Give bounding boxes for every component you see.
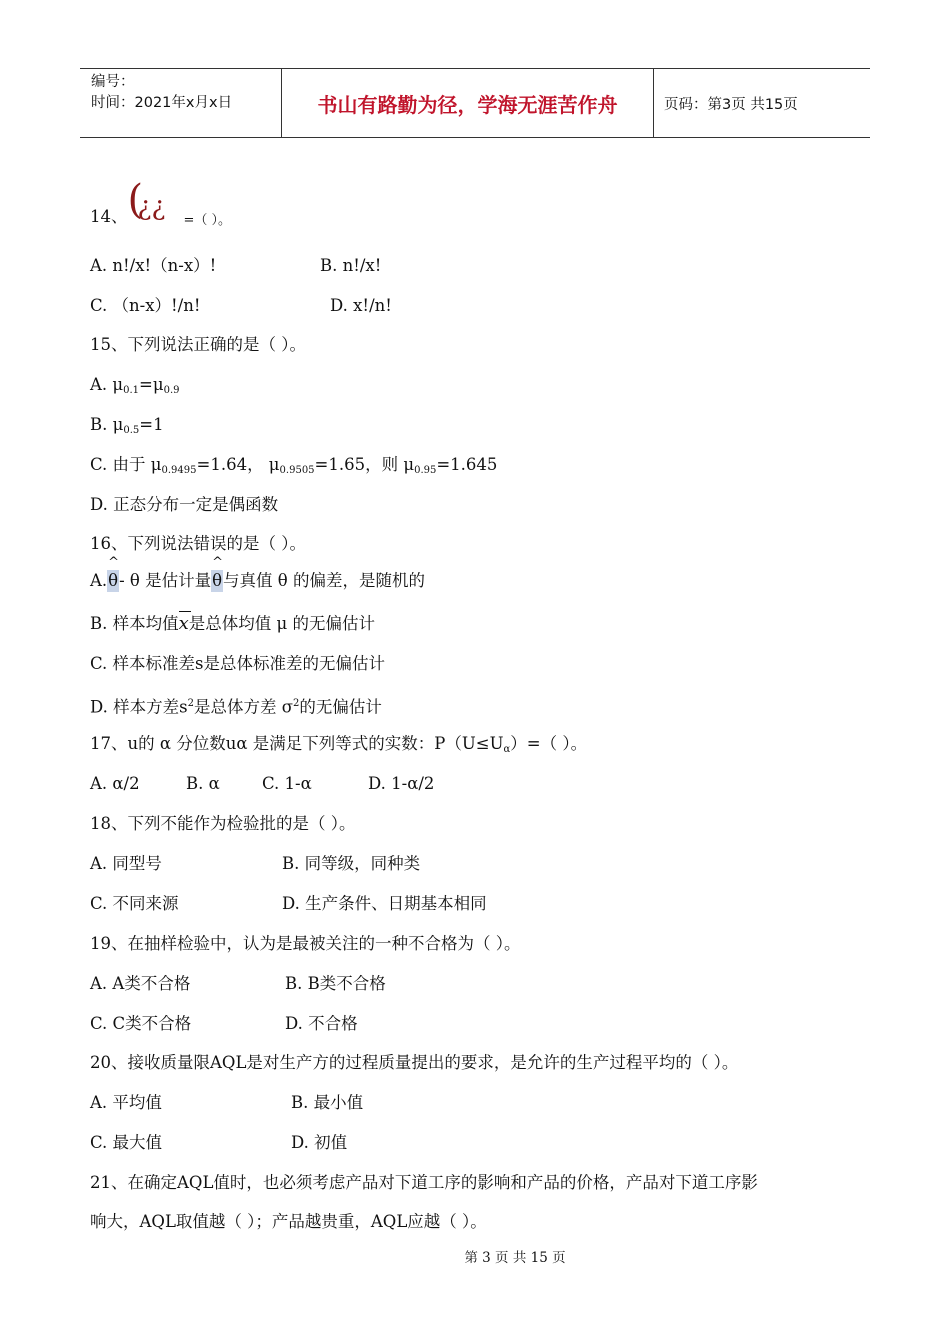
question-20-option-a: A. 平均值 (90, 1093, 162, 1112)
question-17-stem: 17、u的 α 分位数uα 是满足下列等式的实数：$P(U\le U_\alpha)=$（ ）。 (90, 734, 588, 755)
question-14-option-c: C. （n-x）!/n! (90, 296, 201, 315)
question-16-stem: 16、下列说法错误的是（ ）。 (90, 534, 306, 553)
question-14-option-b: B. n!/x! (320, 256, 382, 275)
theta-hat-symbol: ^ θ (108, 555, 120, 590)
header-motto: 书山有路勤为径，学海无涯苦作舟 (282, 69, 654, 137)
question-20-option-b: B. 最小值 (291, 1093, 364, 1112)
question-19-option-a: A. A类不合格 (90, 974, 191, 993)
x-bar-symbol: x (178, 613, 189, 634)
question-15-stem: 15、下列说法正确的是（ ）。 (90, 335, 306, 354)
q14-formula: ( ¿¿ =（ ）。 (127, 177, 232, 228)
question-17-option-c: C. 1-α (262, 774, 312, 793)
page-footer: 第 3 页 共 15 页 (464, 1250, 566, 1266)
question-16-option-a: A. ^ θ- θ 是估计量 ^ θ与真值 θ 的偏差，是随机的 (90, 555, 425, 590)
question-17-option-a: A. α/2 (90, 774, 140, 793)
question-15-option-a: A. $\mu_{0.1}=\mu_{0.9}$ (90, 375, 180, 396)
question-14-option-a: A. n!/x!（n-x）! (90, 256, 217, 275)
question-14-option-d: D. x!/n! (330, 296, 392, 315)
question-20-option-c: C. 最大值 (90, 1133, 163, 1152)
question-17-option-d: D. 1-α/2 (368, 774, 435, 793)
question-14-stem: 14、 ( ¿¿ =（ ）。 (90, 177, 232, 228)
question-19-option-b: B. B类不合格 (285, 974, 386, 993)
theta-hat-symbol: ^ θ (212, 555, 224, 590)
question-15-option-c: C. 由于 $\mu_{0.9495}=1.64$， $\mu_{0.9505}=1.65$，则 $\mu_{0.95}=1.645$ (90, 455, 498, 476)
question-15-option-b: B. $\mu_{0.5}=1$ (90, 415, 164, 436)
question-21-stem-line-1: 21、在确定AQL值时，也必须考虑产品对下道工序的影响和产品的价格，产品对下道工序影 (90, 1173, 758, 1192)
question-19-option-d: D. 不合格 (285, 1014, 358, 1033)
page-header (80, 68, 870, 138)
question-19-option-c: C. C类不合格 (90, 1014, 192, 1033)
question-18-stem: 18、下列不能作为检验批的是（ ）。 (90, 814, 356, 833)
question-17-option-b: B. α (186, 774, 220, 793)
question-18-option-d: D. 生产条件、日期基本相同 (282, 894, 487, 913)
question-18-option-a: A. 同型号 (90, 854, 162, 873)
question-20-option-d: D. 初值 (291, 1133, 348, 1152)
question-16-option-d: D. 样本方差$s^2$是总体方差 $\sigma^2$的无偏估计 (90, 697, 382, 717)
question-16-option-b: B. 样本均值 x是总体均值 μ 的无偏估计 (90, 613, 375, 634)
header-left-cell (80, 69, 282, 137)
question-20-stem: 20、接收质量限AQL是对生产方的过程质量提出的要求，是允许的生产过程平均的（ ）。 (90, 1053, 739, 1072)
question-18-option-b: B. 同等级，同种类 (282, 854, 421, 873)
document-date: 时间：2021年x月x日 (91, 95, 233, 111)
question-21-stem-line-2: 响大，AQL取值越（ ）；产品越贵重，AQL应越（ ）。 (90, 1212, 487, 1231)
header-page-info: 页码：第3页 共15页 (664, 96, 798, 113)
question-18-option-c: C. 不同来源 (90, 894, 179, 913)
document-number-label: 编号： (91, 74, 135, 90)
question-19-stem: 19、在抽样检验中，认为是最被关注的一种不合格为（ ）。 (90, 934, 521, 953)
question-16-option-c: C. 样本标准差s是总体标准差的无偏估计 (90, 654, 385, 673)
question-15-option-d: D. 正态分布一定是偶函数 (90, 495, 279, 514)
